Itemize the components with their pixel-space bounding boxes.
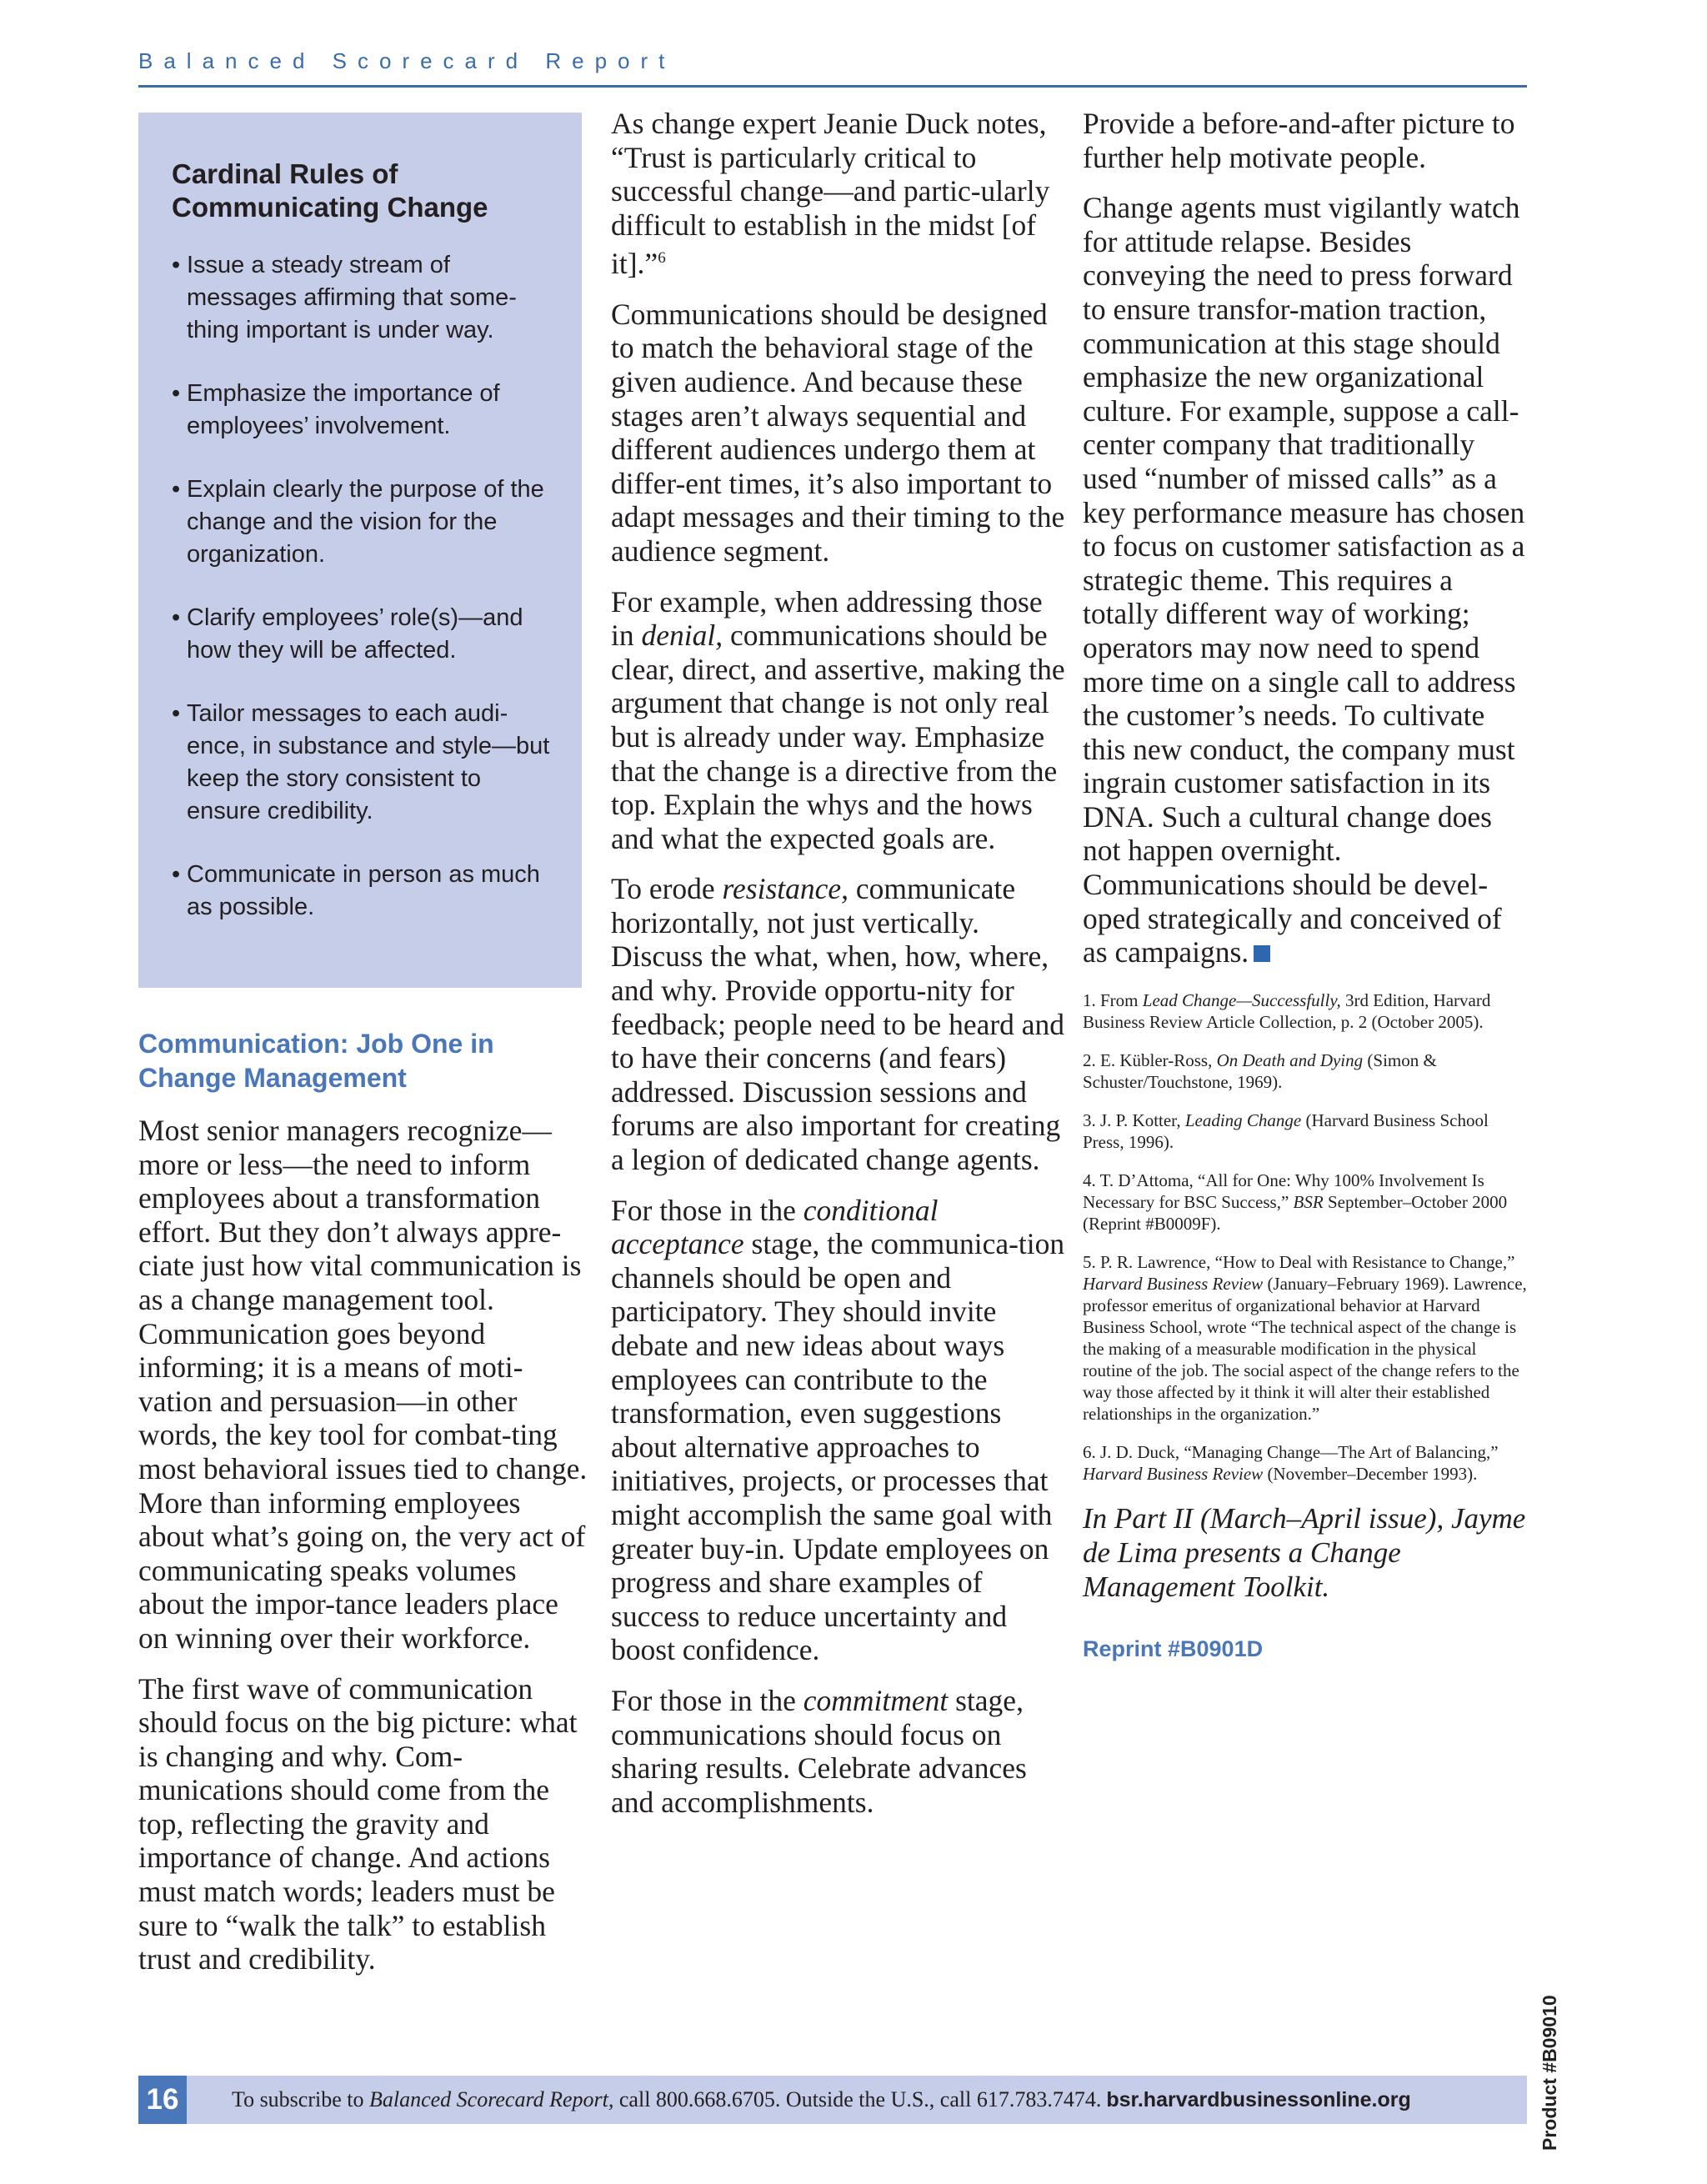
stage-term: denial, bbox=[641, 619, 723, 653]
text-run: 2. E. Kübler-Ross, bbox=[1083, 1049, 1217, 1070]
stage-term: conditional acceptance bbox=[611, 1193, 939, 1261]
text-run: To erode bbox=[611, 872, 723, 906]
footnote bbox=[1083, 1049, 1529, 1093]
body-paragraph: Most senior managers recognize—more or less—the need to inform employees about a transformation effort. But they don’t always appre-ciate just how vital communication is as a change management tool. Communication goes beyond informing; it is a means of moti-vation and persuasion—in other words, the key tool for combat-ting most behavioral issues tied to change. More than informing employees about what’s going on, the very act of communicating speaks volumes about the impor-tance leaders place on winning over their workforce. bbox=[138, 1114, 588, 1655]
cited-title: Lead Change—Successfully, bbox=[1142, 989, 1341, 1010]
rule-item: • Communicate in person as much as possible. bbox=[172, 859, 558, 924]
cited-title: Leading Change bbox=[1184, 1110, 1302, 1130]
reprint-number: Reprint #B0901D bbox=[1083, 1635, 1264, 1661]
text-run: communicate horizontally, not just vertically. Discuss the what, when, how, where, and why. Provide opportu-nity for feedback; people need to be heard and to have their concerns (and fears) addressed. Discussion sessions and forums are also important for creating a legion of dedicated change agents. bbox=[611, 872, 1065, 1177]
text-run: (November–December 1993). bbox=[1263, 1463, 1478, 1484]
footnote bbox=[1083, 1170, 1529, 1235]
text-run: 5. P. R. Lawrence, “How to Deal with Resistance to Change,” bbox=[1083, 1251, 1515, 1272]
stage-term: commitment bbox=[803, 1683, 949, 1717]
text-run: 6. J. D. Duck, “Managing Change—The Art of Balancing,” bbox=[1083, 1441, 1499, 1462]
rule-item: • Emphasize the importance of employees’ involvement. bbox=[172, 378, 558, 443]
column-1-body bbox=[138, 1114, 588, 1993]
text-run: (Harvard Business School Press, 1996). bbox=[1083, 1110, 1489, 1152]
text-run: 3rd Edition, Harvard Business Review Article Collection, p. 2 (October 2005). bbox=[1083, 989, 1491, 1032]
cited-title: Harvard Business Review bbox=[1083, 1273, 1264, 1294]
footnote bbox=[1083, 1441, 1529, 1485]
running-head: Balanced Scorecard Report bbox=[138, 48, 676, 73]
body-paragraph bbox=[611, 1194, 1065, 1667]
text-run: communications should be clear, direct, and assertive, making the argument that change is not only real but is already under way. Emphasize that the change is a directive from the top. Explain the whys and the hows and what the expected goals are. bbox=[611, 619, 1065, 855]
text-run: To subscribe to bbox=[232, 2087, 369, 2111]
text-run: 4. T. D’Attoma, “All for One: Why 100% Involvement Is Necessary for BSC Success,” bbox=[1083, 1170, 1484, 1212]
stage-term: resistance, bbox=[722, 872, 849, 906]
sidebar-title: Cardinal Rules of Communicating Change bbox=[172, 158, 488, 223]
text-run: stage, communications should focus on sharing results. Celebrate advances and accomplishments. bbox=[611, 1683, 1027, 1819]
publication-title: Balanced Scorecard Report, bbox=[369, 2087, 614, 2111]
column-2 bbox=[611, 107, 1065, 1836]
website-link[interactable]: bsr.harvardbusinessonline.org bbox=[1106, 2088, 1411, 2111]
text-run: For those in the bbox=[611, 1683, 803, 1717]
rule-item: • Tailor messages to each audi-ence, in substance and style—but keep the story consistent to ensure credibility. bbox=[172, 698, 558, 828]
text-run: (Simon & Schuster/Touchstone, 1969). bbox=[1083, 1049, 1437, 1092]
body-paragraph bbox=[611, 872, 1065, 1176]
page-number: 16 bbox=[138, 2076, 187, 2124]
text-run: For example, when addressing those in bbox=[611, 584, 1043, 653]
next-issue-teaser: In Part II (March–April issue), Jayme de Lima presents a Change Management Toolkit. bbox=[1083, 1501, 1526, 1603]
text-run: For those in the bbox=[611, 1193, 803, 1227]
column-3 bbox=[1083, 107, 1529, 1666]
body-paragraph bbox=[1083, 191, 1529, 969]
body-paragraph: Communications should be designed to match the behavioral stage of the given audience. And because these stages aren’t always sequential and different audiences undergo them at differ-ent times, it’s also important to adapt messages and their timing to the audience segment. bbox=[611, 297, 1065, 568]
rule-item: • Explain clearly the purpose of the change and the vision for the organization. bbox=[172, 473, 558, 571]
footnote bbox=[1083, 1251, 1529, 1425]
end-of-article-mark bbox=[1254, 945, 1270, 962]
footnote-ref: 6 bbox=[658, 249, 666, 268]
text-run: 1. From bbox=[1083, 989, 1143, 1010]
cited-title: On Death and Dying bbox=[1216, 1049, 1364, 1070]
product-code: Product #B09010 bbox=[1539, 1995, 1560, 2151]
cardinal-rules-sidebar bbox=[138, 113, 582, 988]
footer-bar bbox=[138, 2076, 1527, 2124]
rule-item: • Issue a steady stream of messages affirming that some-thing important is under way. bbox=[172, 249, 558, 347]
header-rule bbox=[138, 85, 1527, 88]
body-paragraph: The first wave of communication should focus on the big picture: what is changing and why. Com-munications should come from the top, reflecting the gravity and importance of change. And actions must match words; leaders must be sure to “walk the talk” to establish trust and credibility. bbox=[138, 1671, 578, 1976]
body-paragraph bbox=[611, 107, 1065, 281]
footnote bbox=[1083, 989, 1529, 1033]
cardinal-rules-list bbox=[172, 249, 558, 924]
cited-title: Harvard Business Review bbox=[1083, 1463, 1264, 1484]
text-run: call 800.668.6705. Outside the U.S., call 617.783.7474. bbox=[613, 2087, 1102, 2111]
body-paragraph: Provide a before-and-after picture to further help motivate people. bbox=[1083, 107, 1515, 174]
footnote bbox=[1083, 1110, 1529, 1153]
subscribe-line bbox=[232, 2076, 1411, 2124]
body-paragraph bbox=[611, 1684, 1065, 1819]
footnotes-list bbox=[1083, 989, 1529, 1485]
text-run: September–October 2000 (Reprint #B0009F). bbox=[1083, 1191, 1508, 1234]
text-run: Change agents must vigilantly watch for attitude relapse. Besides conveying the need to press forward to ensure transfor-mation traction, communication at this stage should emphasize the new organizational culture. For example, suppose a call-center company that traditionally used “number of missed calls” as a key performance measure has chosen to focus on customer satisfaction as a strategic theme. This requires a totally different way of working; operators may now need to spend more time on a single call to address the customer’s needs. To cultivate this new conduct, the company must ingrain customer satisfaction in its DNA. Such a cultural change does not happen overnight. Communications should be devel-oped strategically and conceived of as campaigns. bbox=[1083, 191, 1525, 969]
body-paragraph bbox=[611, 585, 1065, 856]
text-run: (January–February 1969). Lawrence, professor emeritus of organizational behavior at Harvard Business School, wrote “The technical aspect of the change is the making of a measurable modification in the physical routine of the job. The social aspect of the change refers to the way those affected by it think it will alter their established relationships in the organization.” bbox=[1083, 1273, 1527, 1424]
cited-title: BSR bbox=[1293, 1191, 1324, 1212]
text-run: stage, the communica-tion channels should be open and participatory. They should invite debate and new ideas about ways employees can contribute to the transformation, even suggestions about alternative approaches to initiatives, projects, or processes that might accomplish the same goal with greater buy-in. Update employees on progress and share examples of success to reduce uncertainty and boost confidence. bbox=[611, 1227, 1065, 1667]
rule-item: • Clarify employees’ role(s)—and how they will be affected. bbox=[172, 602, 558, 667]
quote-text: As change expert Jeanie Duck notes, “Trust is particularly critical to successful change—and partic-ularly difficult to establish in the midst [of it].” bbox=[611, 107, 1050, 281]
text-run: 3. J. P. Kotter, bbox=[1083, 1110, 1185, 1130]
section-heading: Communication: Job One in Change Management bbox=[138, 1029, 494, 1093]
